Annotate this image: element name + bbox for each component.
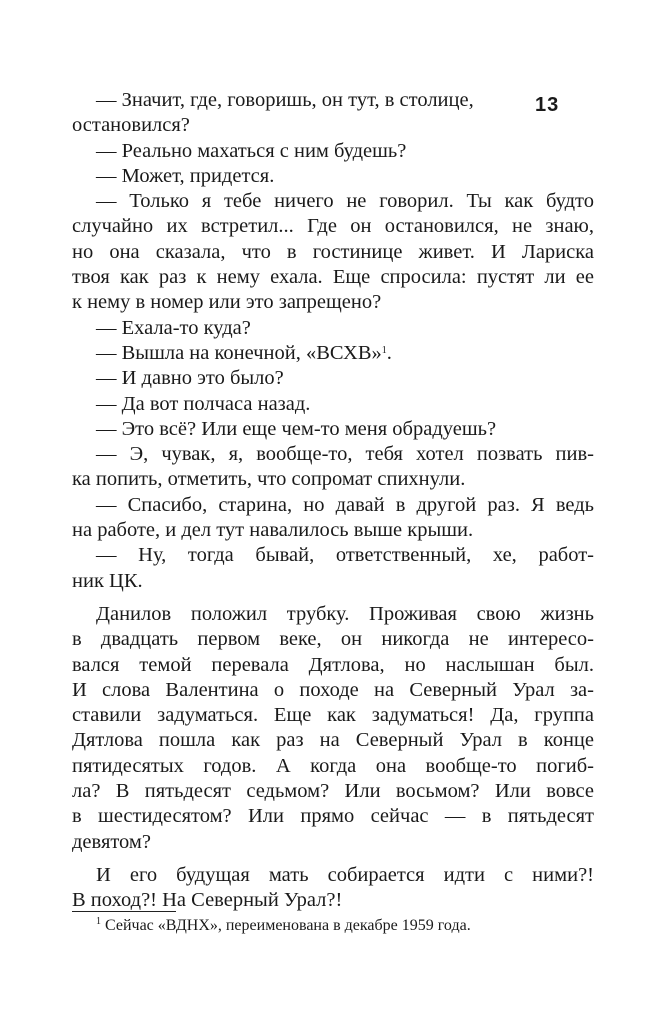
text-line bbox=[72, 290, 594, 315]
text-line-content: вался темой перевала Дятлова, но наслышан был. bbox=[72, 653, 594, 676]
text-line-content: ставили задуматься. Еще как задуматься! Да, группа bbox=[72, 704, 594, 727]
text-line bbox=[72, 214, 594, 239]
footnote bbox=[96, 915, 471, 937]
text-line bbox=[72, 653, 594, 678]
text-line-content: в двадцать первом веке, он никогда не интересо- bbox=[72, 628, 594, 651]
text-line-content: — Ну, тогда бывай, ответственный, хе, работ- bbox=[96, 544, 594, 567]
text-line bbox=[72, 888, 594, 913]
text-line-content: И слова Валентина о походе на Северный Урал за- bbox=[72, 678, 594, 701]
text-line bbox=[72, 804, 594, 829]
text-line-content: В поход?! На Северный Урал?! bbox=[72, 889, 343, 912]
text-line-content: — Значит, где, говоришь, он тут, в столице, bbox=[96, 89, 474, 111]
text-line bbox=[72, 164, 594, 189]
text-line-content: И его будущая мать собирается идти с ними?! bbox=[96, 863, 594, 886]
text-line-content: ник ЦК. bbox=[72, 569, 143, 592]
paragraph-gap bbox=[72, 594, 594, 602]
text-line-content: ла? В пятьдесят седьмом? Или восьмом? Или вовсе bbox=[72, 780, 594, 803]
text-line bbox=[72, 417, 594, 442]
text-line bbox=[72, 265, 594, 290]
text-line bbox=[72, 627, 594, 652]
text-line-content: Дятлова пошла как раз на Северный Урал в конце bbox=[72, 729, 594, 752]
footnote-text: Сейчас «ВДНХ», переименована в декабре 1959 года. bbox=[101, 917, 471, 934]
text-line bbox=[72, 569, 594, 594]
text-line bbox=[72, 467, 594, 492]
text-line bbox=[72, 189, 594, 214]
text-line bbox=[72, 316, 594, 341]
text-line bbox=[72, 703, 594, 728]
text-line bbox=[72, 88, 594, 113]
text-line bbox=[72, 754, 594, 779]
text-line-content: к нему в номер или это запрещено? bbox=[72, 291, 382, 314]
text-line-content: Данилов положил трубку. Проживая свою жизнь bbox=[96, 602, 594, 625]
text-line bbox=[72, 863, 594, 888]
text-line bbox=[72, 728, 594, 753]
text-line-content: на работе, и дел тут навалилось выше крыши. bbox=[72, 519, 474, 542]
text-line bbox=[72, 830, 594, 855]
text-line-content: — Только я тебе ничего не говорил. Ты как будто bbox=[96, 190, 594, 213]
text-line-content: девятом? bbox=[72, 830, 151, 853]
text-line bbox=[72, 518, 594, 543]
footnote-marker: 1 bbox=[96, 916, 101, 927]
text-line-tail: . bbox=[386, 341, 392, 364]
page-number: 13 bbox=[535, 94, 560, 116]
footnote-divider bbox=[72, 911, 176, 912]
text-line bbox=[72, 678, 594, 703]
text-line bbox=[72, 543, 594, 568]
text-line-content: — Может, придется. bbox=[96, 164, 275, 187]
text-line-content: пятидесятых годов. А когда она вообще-то погиб- bbox=[72, 754, 594, 777]
text-line-content: случайно их встретил... Где он остановился, не знаю, bbox=[72, 215, 594, 238]
text-line-content: но она сказала, что в гостинице живет. И Лариска bbox=[72, 240, 594, 263]
text-line bbox=[72, 442, 594, 467]
text-line-content: — Э, чувак, я, вообще-то, тебя хотел позвать пив- bbox=[96, 443, 594, 466]
body-text bbox=[72, 88, 594, 914]
text-line-content: — Реально махаться с ним будешь? bbox=[96, 139, 407, 162]
text-line bbox=[72, 779, 594, 804]
text-line bbox=[72, 602, 594, 627]
paragraph-gap bbox=[72, 855, 594, 863]
text-line bbox=[72, 139, 594, 164]
text-line bbox=[72, 341, 594, 366]
text-line-content: — Это всё? Или еще чем-то меня обрадуешь? bbox=[96, 417, 497, 440]
text-line-content: твоя как раз к нему ехала. Еще спросила: пустят ли ее bbox=[72, 266, 594, 289]
text-line-content: — И давно это было? bbox=[96, 367, 284, 390]
footnote-ref: 1 bbox=[381, 344, 387, 356]
text-line-content: — Спасибо, старина, но давай в другой раз. Я ведь bbox=[96, 493, 594, 516]
text-line-content: ка попить, отметить, что сопромат спихнули. bbox=[72, 468, 466, 491]
text-line bbox=[72, 493, 594, 518]
text-line-content: остановился? bbox=[72, 114, 190, 137]
text-line-content: в шестидесятом? Или прямо сейчас — в пятьдесят bbox=[72, 805, 594, 828]
text-line-content: — Ехала-то куда? bbox=[96, 316, 251, 339]
text-line bbox=[72, 366, 594, 391]
text-line bbox=[72, 392, 594, 417]
text-line bbox=[72, 240, 594, 265]
text-line bbox=[72, 113, 594, 138]
text-line-content: — Вышла на конечной, «ВСХВ» bbox=[96, 341, 382, 364]
text-line-content: — Да вот полчаса назад. bbox=[96, 392, 311, 415]
